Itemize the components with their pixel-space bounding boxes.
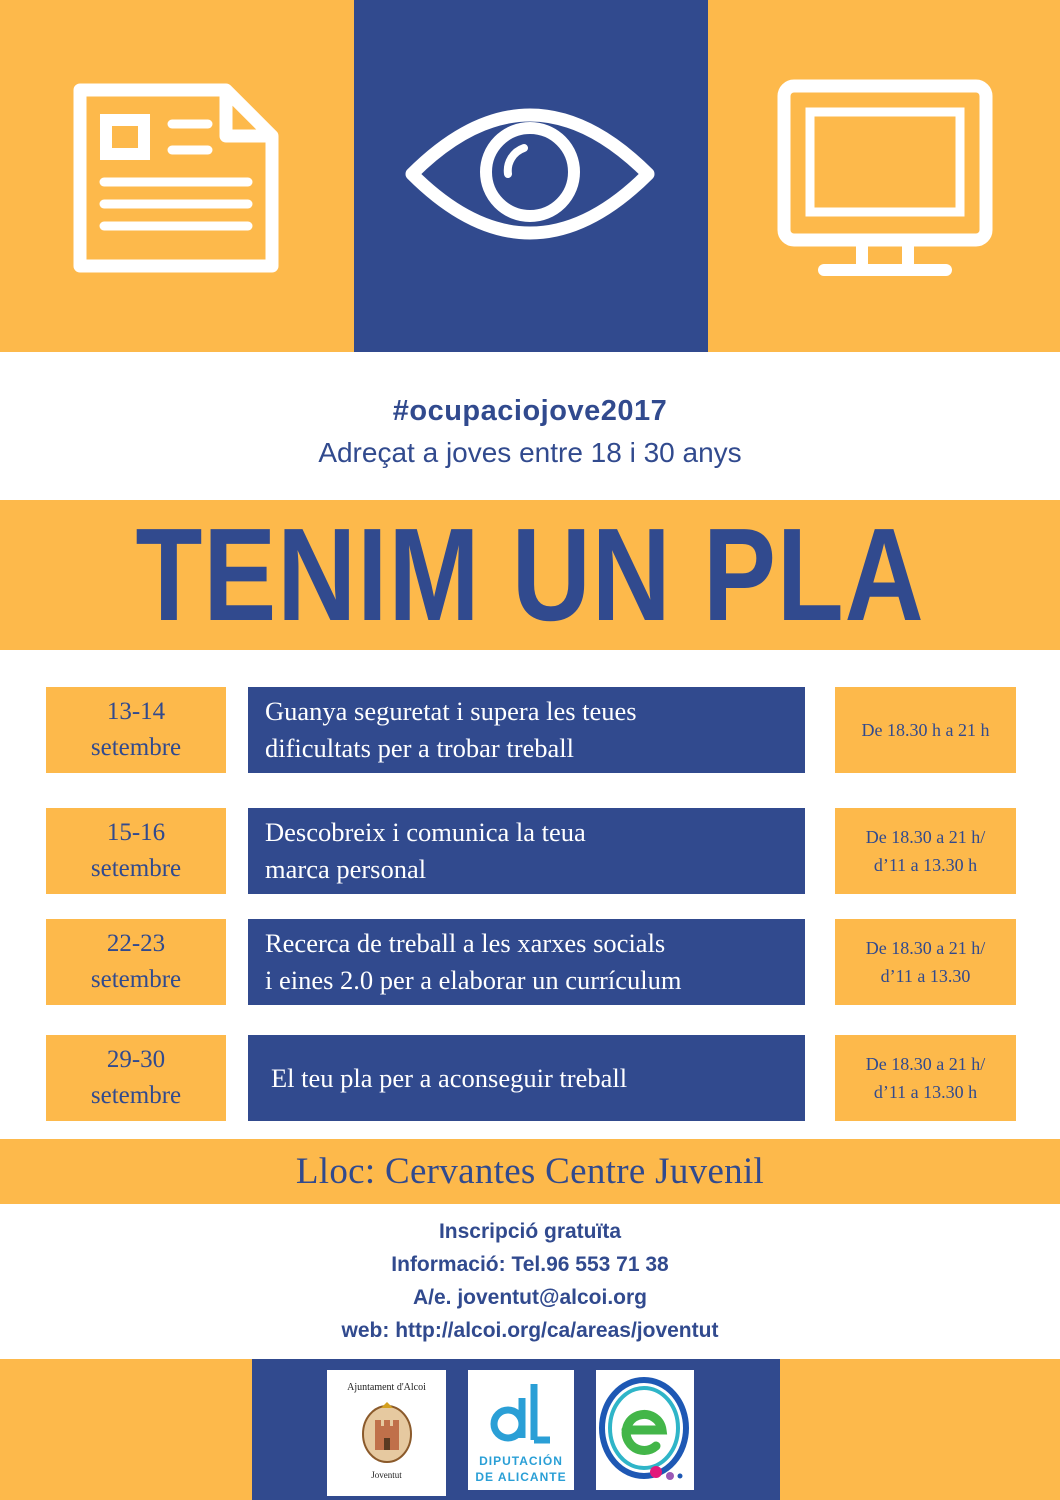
session-date-days: 13-14 xyxy=(106,698,166,725)
session-topic-line: i eines 2.0 per a elaborar un currículum xyxy=(265,965,682,995)
diputacion-line2: DE ALICANTE xyxy=(475,1470,567,1484)
session-date xyxy=(46,1035,226,1121)
alcoi-logo-title: Ajuntament d'Alcoi xyxy=(347,1382,426,1393)
session-date xyxy=(46,919,226,1005)
page-title: TENIM UN PLA xyxy=(135,501,925,648)
session-topic-line: dificultats per a trobar treball xyxy=(265,733,575,763)
session-topic xyxy=(248,919,805,1005)
session-date-month: setembre xyxy=(90,966,182,993)
audience-subtitle: Adreçat a joves entre 18 i 30 anys xyxy=(318,437,742,468)
diputacion-line1: DIPUTACIÓN xyxy=(479,1454,563,1468)
session-date-month: setembre xyxy=(90,855,182,882)
e-logo-icon xyxy=(598,1374,692,1486)
header-banner xyxy=(0,0,1060,352)
session-time-line: De 18.30 h a 21 h xyxy=(861,720,990,740)
eye-icon xyxy=(402,92,658,256)
session-time-line: De 18.30 a 21 h/ xyxy=(865,938,986,958)
e-joventut-logo xyxy=(596,1370,694,1490)
diputacion-alicante-logo xyxy=(468,1370,574,1490)
session-topic-line: Guanya seguretat i supera les teues xyxy=(265,696,637,726)
session-topic-line: El teu pla per a aconseguir treball xyxy=(271,1062,628,1093)
session-time xyxy=(835,919,1016,1005)
session-time-line: d’11 a 13.30 h xyxy=(873,1082,978,1102)
session-topic xyxy=(248,687,805,773)
session-date-days: 15-16 xyxy=(106,819,166,846)
session-time-line: d’11 a 13.30 h xyxy=(873,855,978,875)
location-band xyxy=(0,1139,1060,1204)
session-topic xyxy=(248,1035,805,1121)
monitor-icon xyxy=(776,78,994,280)
diputacion-al-icon xyxy=(488,1378,554,1448)
title-band xyxy=(0,500,1060,650)
ajuntament-alcoi-logo xyxy=(327,1370,446,1496)
session-topic xyxy=(248,808,805,894)
document-icon xyxy=(68,78,284,278)
phone-text: Informació: Tel.96 553 71 38 xyxy=(391,1253,669,1276)
email-link[interactable]: A/e. joventut@alcoi.org xyxy=(412,1286,647,1309)
session-date xyxy=(46,808,226,894)
alcoi-logo-subtitle: Joventut xyxy=(371,1470,402,1480)
session-time-line: d’11 a 13.30 xyxy=(880,966,971,986)
session-topic-line: Recerca de treball a les xarxes socials xyxy=(265,928,666,958)
session-time xyxy=(835,687,1016,773)
hashtag: #ocupaciojove2017 xyxy=(392,395,668,427)
session-date xyxy=(46,687,226,773)
session-topic-line: Descobreix i comunica la teua xyxy=(265,817,586,847)
session-date-month: setembre xyxy=(90,734,182,761)
session-date-days: 29-30 xyxy=(106,1046,166,1073)
session-time xyxy=(835,1035,1016,1121)
session-topic-line: marca personal xyxy=(265,854,427,884)
web-link[interactable]: web: http://alcoi.org/ca/areas/joventut xyxy=(341,1319,719,1342)
session-date-days: 22-23 xyxy=(106,930,166,957)
session-time-line: De 18.30 a 21 h/ xyxy=(865,1054,986,1074)
alcoi-shield-icon xyxy=(359,1400,415,1464)
session-date-month: setembre xyxy=(90,1082,182,1109)
location-text: Lloc: Cervantes Centre Juvenil xyxy=(295,1151,765,1192)
registration-text: Inscripció gratuïta xyxy=(438,1220,622,1243)
session-time xyxy=(835,808,1016,894)
session-time-line: De 18.30 a 21 h/ xyxy=(865,827,986,847)
